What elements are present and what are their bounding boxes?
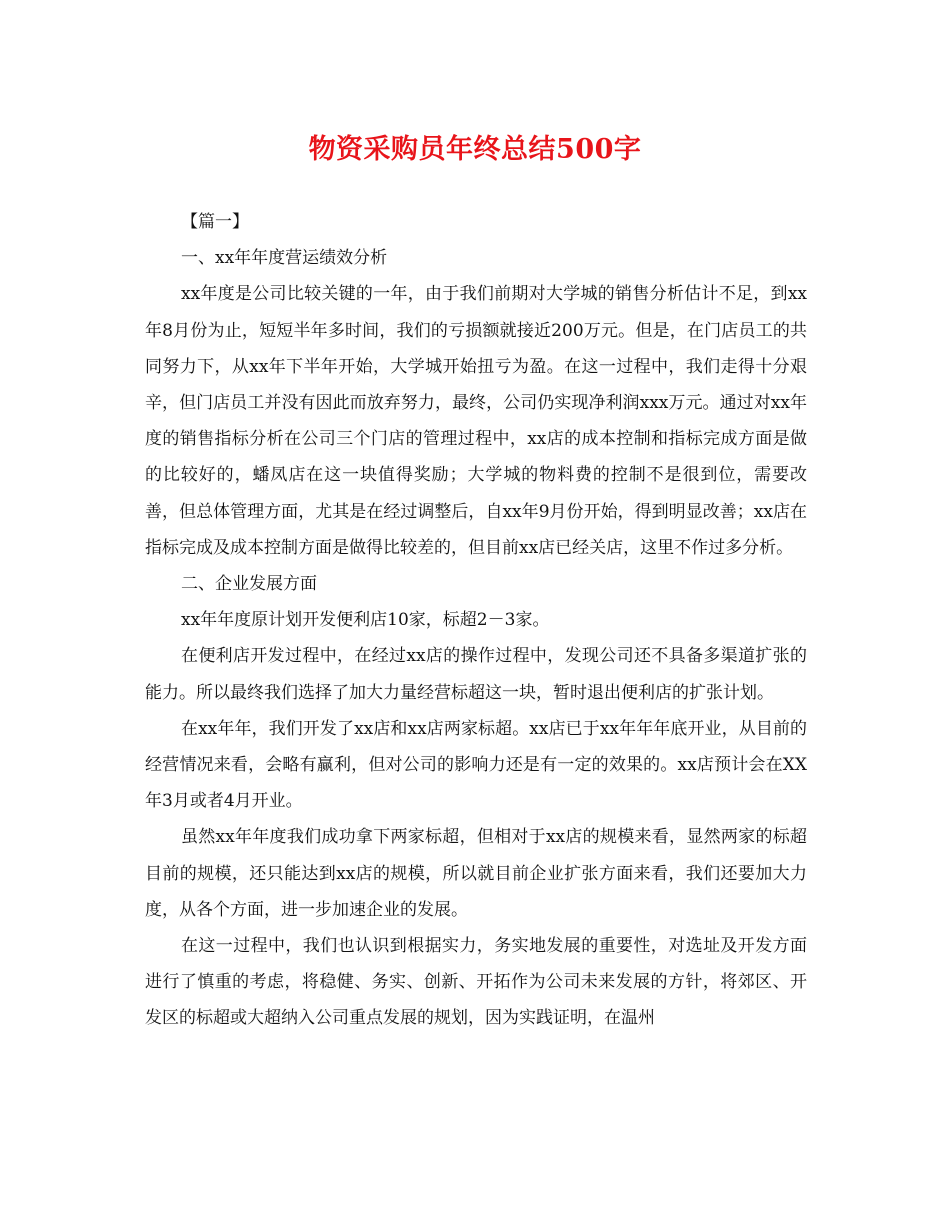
body-paragraph: 在便利店开发过程中，在经过xx店的操作过程中，发现公司还不具备多渠道扩张的能力。所以最终我们选择了加大力量经营标超这一块，暂时退出便利店的扩张计划。 [145,646,807,703]
section-label: 【篇一】 [181,212,249,232]
document-title: 物资采购员年终总结500字 [308,134,642,165]
body-paragraph: 在这一过程中，我们也认识到根据实力，务实地发展的重要性，对选址及开发方面进行了慎重的考虑，将稳健、务实、创新、开拓作为公司未来发展的方针，将郊区、开发区的标超或大超纳入公司重点发展的规划，因为实践证明，在温州 [145,936,807,1029]
section-heading: 二、企业发展方面 [181,574,317,595]
section-heading: 一、xx年年度营运绩效分析 [181,248,388,269]
body-paragraph: xx年年度原计划开发便利店10家，标超2－3家。 [181,610,550,631]
body-paragraph: 在xx年年，我们开发了xx店和xx店两家标超。xx店已于xx年年年底开业，从目前的经营情况来看，会略有赢利，但对公司的影响力还是有一定的效果的。xx店预计会在XX年3月或者4月开业。 [145,718,807,812]
body-paragraph: 虽然xx年年度我们成功拿下两家标超，但相对于xx店的规模来看，显然两家的标超目前的规模，还只能达到xx店的规模，所以就目前企业扩张方面来看，我们还要加大力度，从各个方面，进一步加速企业的发展。 [145,827,807,920]
body-paragraph: xx年度是公司比较关键的一年，由于我们前期对大学城的销售分析估计不足，到xx年8月份为止，短短半年多时间，我们的亏损额就接近200万元。但是，在门店员工的共同努力下，从xx年下半年开始，大学城开始扭亏为盈。在这一过程中，我们走得十分艰辛，但门店员工并没有因此而放弃努力，最终，公司仍实现净利润xxx万元。通过对xx年度的销售指标分析在公司三个门店的管理过程中，xx店的成本控制和指标完成方面是做的比较好的，蟠凤店在这一块值得奖励；大学城的物料费的控制不是很到位，需要改善，但总体管理方面，尤其是在经过调整后，自xx年9月份开始，得到明显改善；xx店在指标完成及成本控制方面是做得比较差的，但目前xx店已经关店，这里不作过多分析。 [145,284,807,558]
document-body [145,204,807,1037]
